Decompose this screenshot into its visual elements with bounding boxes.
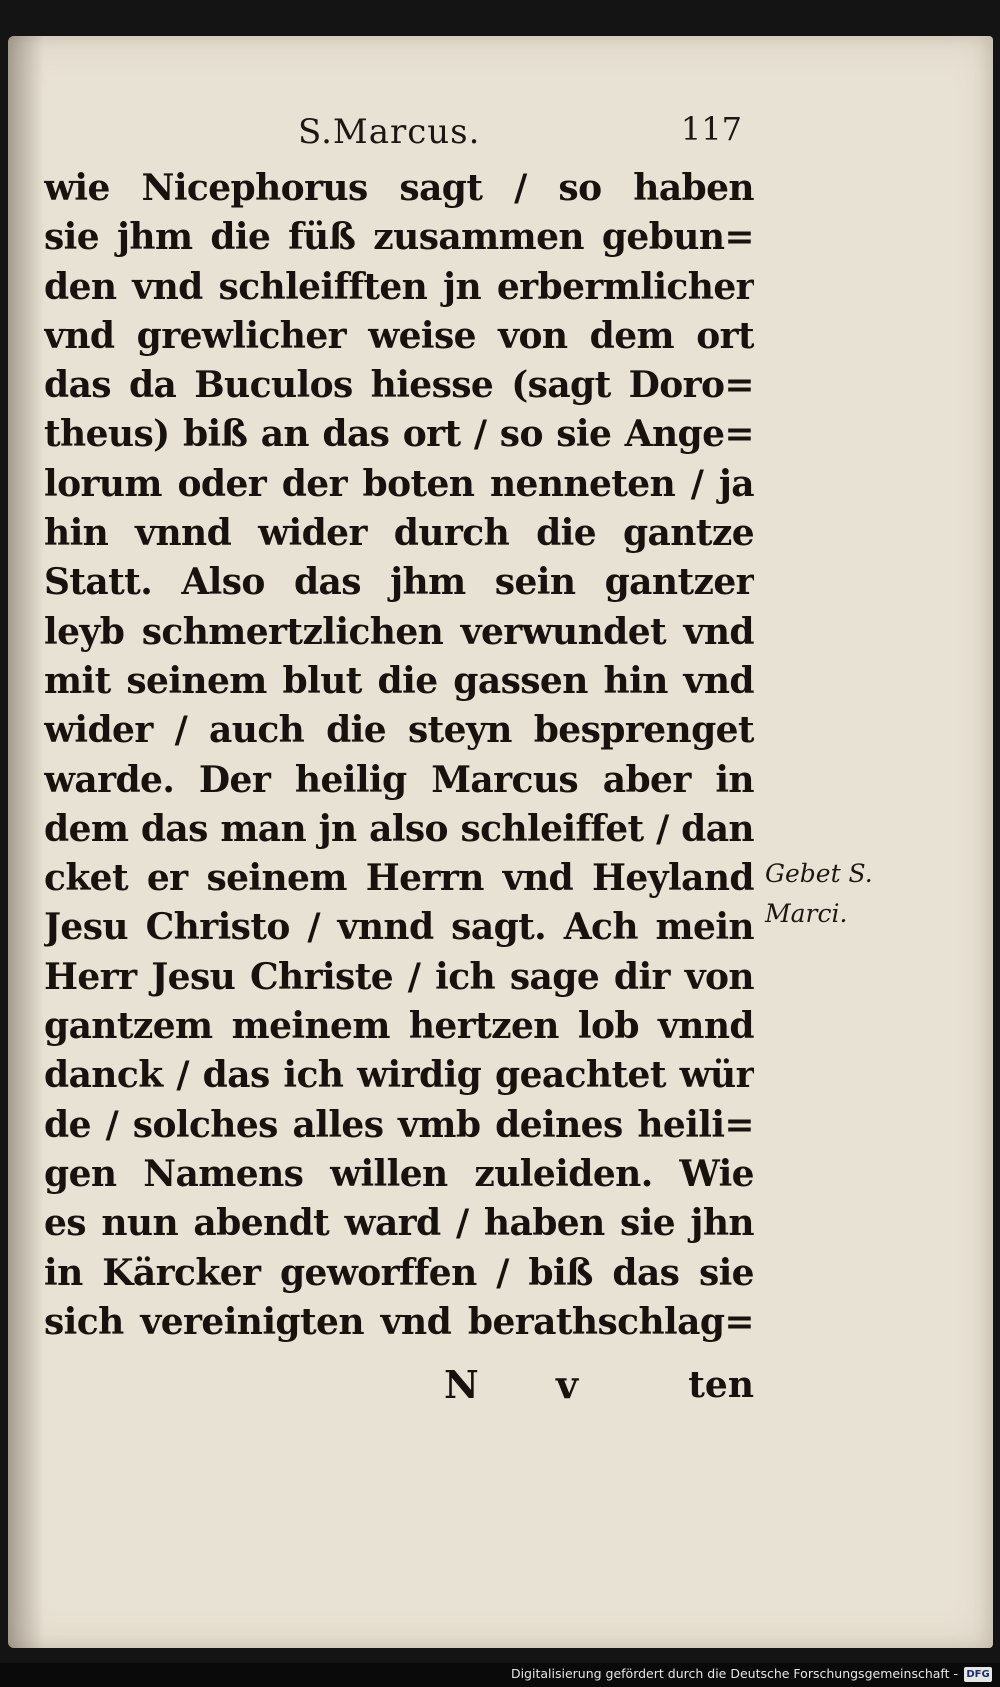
text-line: gen Namens willen zuleiden. Wie [44,1152,754,1195]
footer-bar [0,1663,1000,1687]
text-line: hin vnnd wider durch die gantze [44,512,754,555]
running-head [298,106,758,166]
catchline [44,1362,754,1412]
text-line: in Kärcker geworffen / biß das sie [44,1251,754,1294]
text-line: mit seinem blut die gassen hin vnd [44,659,754,702]
marginal-note-line: Gebet S. [765,859,873,888]
running-head-title: S.Marcus. [298,112,481,152]
catchword: ten [688,1364,754,1406]
text-line: Herr Jesu Christe / ich sage dir von [44,955,754,998]
text-line: gantzem meinem hertzen lob vnnd [44,1005,754,1048]
text-line: wider / auch die steyn besprenget [44,709,754,752]
text-line: lorum oder der boten nenneten / ja [44,462,754,505]
text-line: wie Nicephorus sagt / so haben [44,167,754,209]
text-line: de / solches alles vmb deines heili= [44,1103,754,1146]
text-line: es nun abendt ward / haben sie jhn [44,1202,754,1245]
text-line: cket er seinem Herrn vnd Heyland [44,857,754,900]
funding-credit: Digitalisierung gefördert durch die Deutsche Forschungsgemeinschaft - [510,1666,958,1681]
text-line: Statt. Also das jhm sein gantzer [44,561,754,604]
text-line: sie jhm die füß zusammen gebun= [44,216,754,259]
text-line: warde. Der heilig Marcus aber in [44,758,754,801]
body-text [44,164,754,1347]
text-line: danck / das ich wirdig geachtet wür [44,1054,754,1097]
book-page [8,36,993,1648]
page-number: 117 [680,110,742,148]
text-line: das da Buculos hiesse (sagt Doro= [44,364,754,407]
marginal-note-line: Marci. [765,899,848,928]
text-line: Jesu Christo / vnnd sagt. Ach mein [44,906,754,949]
text-line: sich vereinigten vnd berathschlag= [44,1300,754,1343]
dfg-logo-icon [964,1667,992,1682]
marginal-note [765,854,885,934]
dfg-logo-text: DFG [966,1669,990,1680]
text-line: theus) biß an das ort / so sie Ange= [44,413,754,456]
text-line: dem das man jn also schleiffet / dan [44,807,754,850]
text-line: leyb schmertzlichen verwundet vnd [44,610,754,653]
text-line: vnd grewlicher weise von dem ort [44,314,754,357]
text-line: den vnd schleifften jn erbermlicher [44,265,754,308]
signature-mark: N v [444,1362,611,1407]
